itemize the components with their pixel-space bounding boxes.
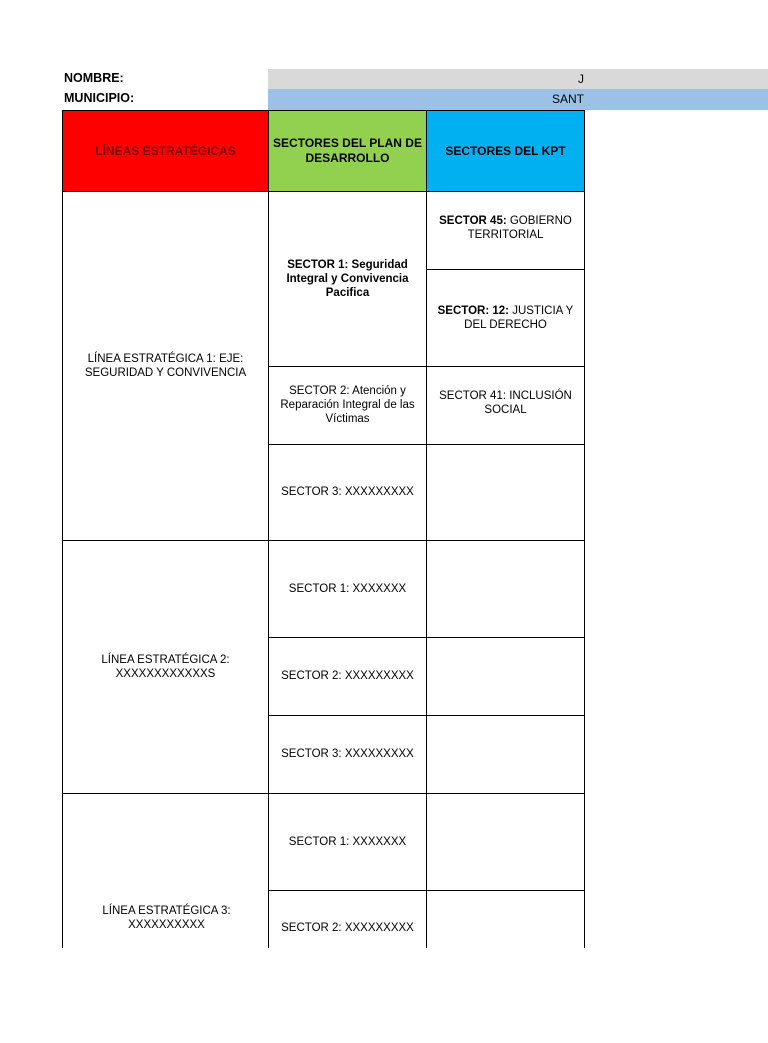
sector-kpt-12-code: SECTOR: 12: (437, 304, 509, 317)
sector-plan-1-1: SECTOR 1: Seguridad Integral y Convivencia Pacifica (286, 259, 409, 299)
sector-kpt-45-name: GOBIERNO TERRITORIAL (467, 215, 572, 241)
sector-plan-2-2: SECTOR 2: XXXXXXXXX (281, 670, 414, 682)
linea-estrategica-3: LÍNEA ESTRATÉGICA 3: XXXXXXXXXX (102, 905, 231, 931)
sector-kpt-45-code: SECTOR 45: (439, 215, 507, 227)
nombre-label: NOMBRE: (64, 71, 124, 85)
municipio-label: MUNICIPIO: (64, 91, 135, 105)
sector-kpt-41-name: SECTOR 41: INCLUSIÓN SOCIAL (439, 390, 572, 416)
header-lineas-estrategicas: LÍNEAS ESTRATÉGICAS (62, 110, 269, 192)
header-sectores-kpt: SECTORES DEL KPT (426, 110, 585, 192)
sector-plan-2-3: SECTOR 3: XXXXXXXXX (281, 748, 414, 760)
linea-estrategica-1: LÍNEA ESTRATÉGICA 1: EJE: SEGURIDAD Y CONVIVENCIA (84, 353, 247, 379)
sector-kpt-12 (426, 269, 585, 366)
sector-kpt-12-name: JUSTICIA Y DEL DERECHO (464, 304, 574, 331)
header-sectores-plan: SECTORES DEL PLAN DE DESARROLLO (269, 110, 426, 192)
sector-kpt-41 (426, 366, 585, 444)
sector-plan-3-1: SECTOR 1: XXXXXXX (288, 835, 407, 848)
linea-estrategica-2: LÍNEA ESTRATÉGICA 2: XXXXXXXXXXXXS (101, 653, 230, 680)
municipio-field[interactable]: SANT (268, 89, 768, 110)
nombre-field[interactable]: J (268, 69, 768, 89)
sector-plan-2-1: SECTOR 1: XXXXXXX (288, 582, 407, 595)
sector-plan-3-2: SECTOR 2: XXXXXXXXX (281, 921, 414, 934)
sector-plan-1-2: SECTOR 2: Atención y Reparación Integral de las Víctimas (280, 385, 415, 425)
sector-kpt-45 (426, 192, 585, 269)
sector-plan-1-3: SECTOR 3: XXXXXXXXX (281, 486, 414, 498)
